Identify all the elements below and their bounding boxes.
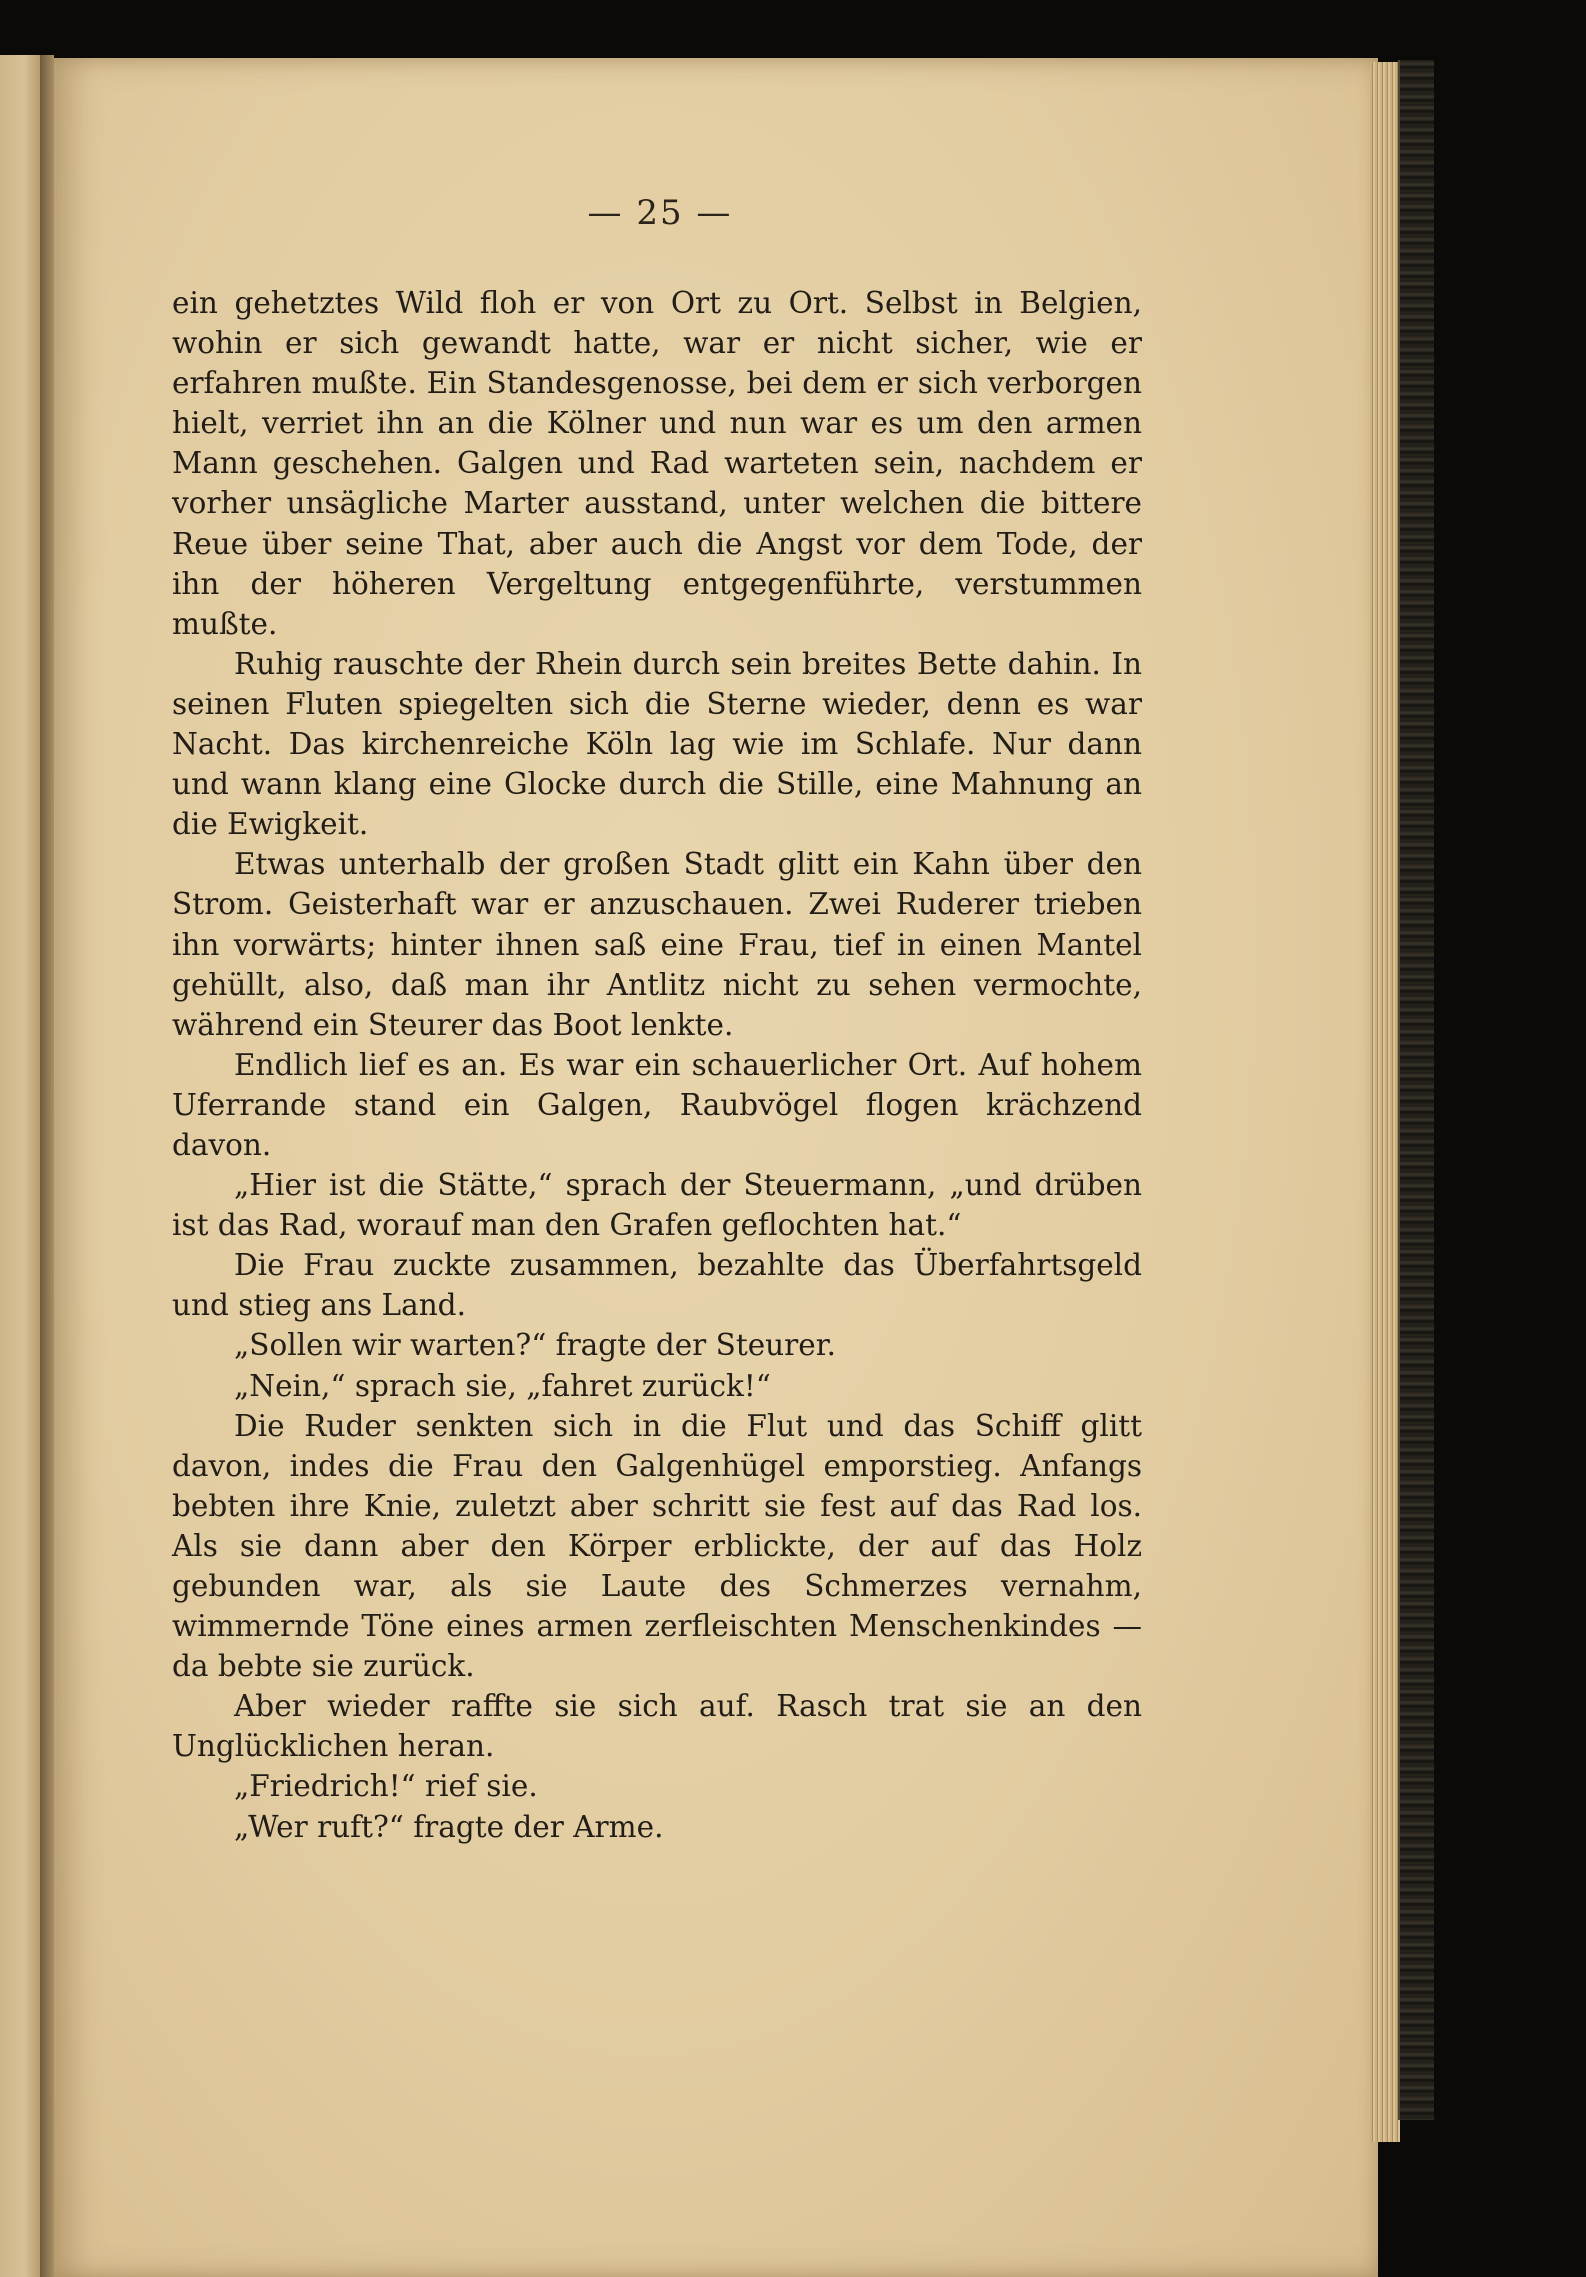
paragraph-5: „Hier ist die Stätte,“ sprach der Steuermann, „und drüben ist das Rad, worauf man den Grafen geflochten hat.“ — [172, 1168, 1142, 1243]
paragraph-10: Aber wieder raffte sie sich auf. Rasch trat sie an den Unglücklichen heran. — [172, 1689, 1142, 1764]
paragraph-6: Die Frau zuckte zusammen, bezahlte das Überfahrtsgeld und stieg ans Land. — [172, 1248, 1142, 1323]
body-text — [172, 283, 1142, 1847]
book-cover-edge — [1398, 60, 1434, 2120]
paragraph-11: „Friedrich!“ rief sie. — [234, 1769, 538, 1804]
paragraph-1: ein gehetztes Wild floh er von Ort zu Ort. Selbst in Belgien, wohin er sich gewandt hatte, war er nicht sicher, wie er erfahren mußte. Ein Standesgenosse, bei dem er sich verborgen hielt, verriet ihn an die Kölner und nun war es um den armen Mann geschehen. Galgen und Rad warteten sein, nachdem er vorher unsägliche Marter ausstand, unter welchen die bittere Reue über seine That, aber auch die Angst vor dem Tode, der ihn der höheren Vergeltung entgegenführte, verstummen mußte. — [172, 286, 1142, 641]
paragraph-3: Etwas unterhalb der großen Stadt glitt ein Kahn über den Strom. Geisterhaft war er anzuschauen. Zwei Ruderer trieben ihn vorwärts; hinter ihnen saß eine Frau, tief in einen Mantel gehüllt, also, daß man ihr Antlitz nicht zu sehen vermochte, während ein Steurer das Boot lenkte. — [172, 847, 1142, 1042]
paragraph-4: Endlich lief es an. Es war ein schauerlicher Ort. Auf hohem Uferrande stand ein Galgen, Raubvögel flogen krächzend davon. — [172, 1047, 1142, 1162]
previous-page-edge — [0, 55, 40, 2277]
book-gutter — [40, 55, 54, 2277]
paragraph-2: Ruhig rauschte der Rhein durch sein breites Bette dahin. In seinen Fluten spiegelten sich die Sterne wieder, denn es war Nacht. Das kirchenreiche Köln lag wie im Schlafe. Nur dann und wann klang eine Glocke durch die Stille, eine Mahnung an die Ewigkeit. — [172, 646, 1142, 842]
paragraph-9: Die Ruder senkten sich in die Flut und das Schiff glitt davon, indes die Frau den Galgenhügel emporstieg. Anfangs bebten ihre Knie, zuletzt aber schritt sie fest auf das Rad los. Als sie dann aber den Körper erblickte, der auf das Holz gebunden war, als sie Laute des Schmerzes vernahm, wimmernde Töne eines armen zerfleischten Menschenkindes — da bebte sie zurück. — [172, 1408, 1142, 1684]
paragraph-12: „Wer ruft?“ fragte der Arme. — [234, 1809, 664, 1844]
page-number: — 25 — — [587, 193, 733, 233]
paragraph-8: „Nein,“ sprach sie, „fahret zurück!“ — [234, 1368, 771, 1403]
page-stack-edge — [1370, 62, 1400, 2142]
paragraph-7: „Sollen wir warten?“ fragte der Steurer. — [234, 1328, 836, 1363]
